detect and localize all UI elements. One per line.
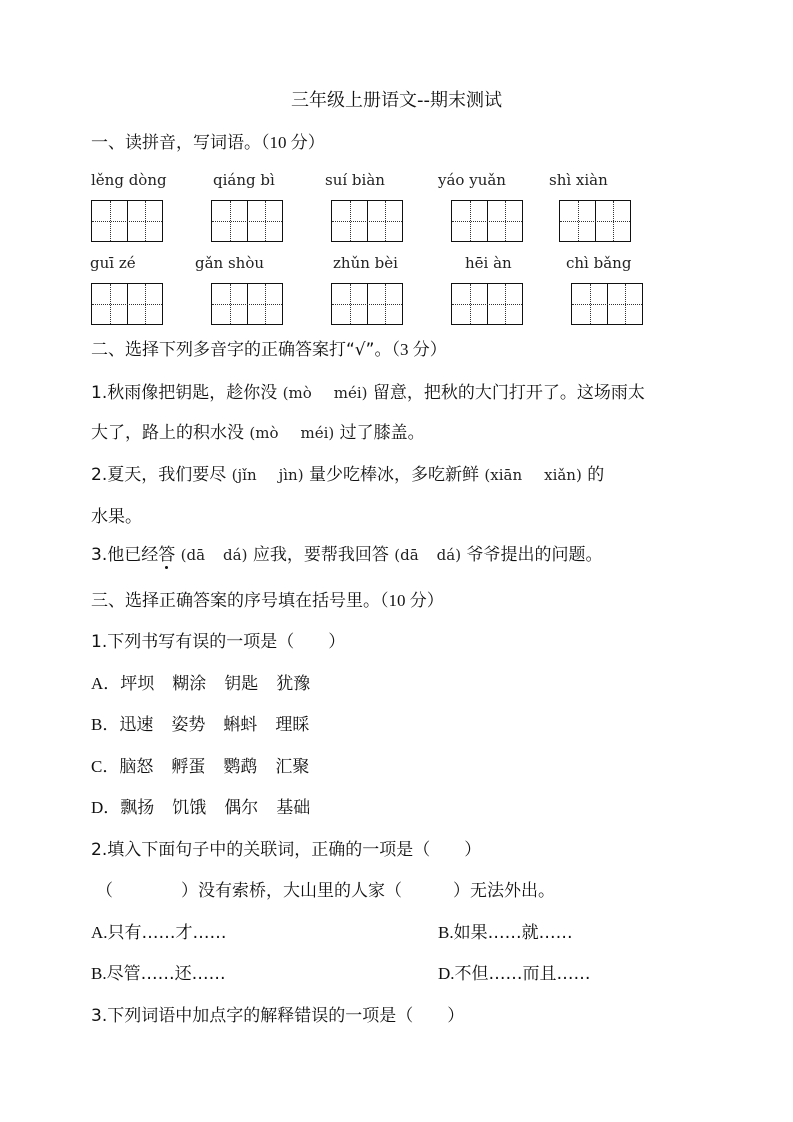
- option-text: 不但……而且……: [454, 964, 591, 984]
- writing-grid-2[interactable]: [211, 200, 283, 242]
- s2-q2-text: 2.夏天，我们要尽: [91, 465, 227, 485]
- writing-grid-1[interactable]: [91, 200, 163, 242]
- s2-q2-text-c: 的: [587, 465, 605, 485]
- s2-q3-text-c: 爷爷提出的问题。: [466, 545, 603, 565]
- option-mei-2[interactable]: méi): [300, 424, 335, 442]
- word: 飘扬: [120, 798, 155, 818]
- option-label: B．: [91, 715, 120, 734]
- option-text: 如果……就……: [453, 923, 573, 943]
- option-da1[interactable]: (dā: [180, 546, 206, 564]
- word: 基础: [276, 798, 311, 818]
- section1-heading-text: 一、读拼音，写词语。: [91, 133, 261, 153]
- s2-q1-text-d: 过了膝盖。: [339, 423, 425, 443]
- word: 汇聚: [275, 757, 310, 777]
- option-label: A．: [91, 674, 121, 693]
- word: 犹豫: [276, 674, 311, 694]
- option-label: C．: [91, 757, 120, 776]
- option-jin4[interactable]: jìn): [278, 466, 304, 484]
- option-da1-2[interactable]: (dā: [394, 546, 419, 564]
- s3-q1-option-a[interactable]: [91, 669, 310, 694]
- writing-grid-4[interactable]: [451, 200, 523, 242]
- s3-q2-option-c[interactable]: [91, 959, 226, 984]
- s3-q2-sentence: （ ）没有索桥，大山里的人家（ ）无法外出。: [96, 881, 555, 901]
- option-text: 只有……才……: [107, 923, 227, 943]
- section2-heading: [91, 335, 447, 360]
- word: 鹦鹉: [223, 757, 258, 777]
- section3-heading: [91, 586, 444, 611]
- option-label: A.: [91, 923, 108, 942]
- option-label: D．: [91, 798, 121, 817]
- s2-q1-line1: [91, 378, 645, 403]
- pinyin-8: zhǔn bèi: [333, 254, 398, 272]
- writing-grid-5[interactable]: [559, 200, 631, 242]
- option-da2-2[interactable]: dá): [436, 546, 462, 564]
- writing-grid-7[interactable]: [211, 283, 283, 325]
- page-title: 三年级上册语文--期末测试: [291, 90, 502, 111]
- section2-score: （3 分）: [391, 340, 447, 359]
- word: 蝌蚪: [223, 715, 258, 735]
- writing-grid-10[interactable]: [571, 283, 643, 325]
- word: 饥饿: [172, 798, 207, 818]
- pinyin-7: gǎn shòu: [195, 254, 265, 272]
- pinyin-3: suí biàn: [325, 171, 385, 189]
- word: 糊涂: [172, 674, 207, 694]
- word: 坪坝: [120, 674, 155, 694]
- s2-q3-text: 3.他已经: [91, 545, 159, 565]
- s2-q1-text-c: 大了，路上的积水没: [91, 423, 244, 443]
- option-mo[interactable]: (mò: [282, 384, 312, 402]
- s3-q2-option-a[interactable]: [91, 918, 227, 943]
- option-xian1[interactable]: (xiān: [484, 466, 523, 484]
- pinyin-1: lěng dòng: [91, 171, 167, 189]
- section1-score: （10 分）: [261, 133, 325, 152]
- s3-q1-stem: 1.下列书写有误的一项是（ ）: [91, 632, 346, 652]
- option-label: D.: [438, 964, 455, 983]
- s3-q2-stem: 2.填入下面句子中的关联词，正确的一项是（ ）: [91, 840, 482, 860]
- s3-q3-stem: 3.下列词语中加点字的解释错误的一项是（ ）: [91, 1006, 465, 1026]
- word: 钥匙: [224, 674, 259, 694]
- option-label: B.: [438, 923, 454, 942]
- word: 迅速: [119, 715, 154, 735]
- s3-q1-option-b[interactable]: [91, 710, 309, 735]
- s2-q1-text: 1.秋雨像把钥匙，趁你没: [91, 383, 278, 403]
- option-xian3[interactable]: xiǎn): [544, 466, 582, 484]
- option-mei[interactable]: méi): [333, 384, 368, 402]
- writing-grid-6[interactable]: [91, 283, 163, 325]
- pinyin-4: yáo yuǎn: [438, 171, 506, 189]
- word: 理睬: [275, 715, 310, 735]
- s2-q2-line2: 水果。: [91, 507, 142, 527]
- word: 偶尔: [224, 798, 259, 818]
- writing-grid-8[interactable]: [331, 283, 403, 325]
- pinyin-5: shì xiàn: [549, 171, 608, 189]
- s3-q2-option-b[interactable]: [438, 918, 573, 943]
- option-text: 尽管……还……: [106, 964, 226, 984]
- word: 脑怒: [119, 757, 154, 777]
- word: 孵蛋: [171, 757, 206, 777]
- s3-q2-option-d[interactable]: [438, 959, 591, 984]
- s2-q1-line2: [91, 418, 425, 443]
- s3-q1-option-c[interactable]: [91, 752, 309, 777]
- section1-heading: [91, 128, 325, 153]
- s2-q3-text-b: 应我，要帮我回答: [252, 545, 389, 565]
- writing-grid-9[interactable]: [451, 283, 523, 325]
- pinyin-9: hēi àn: [465, 254, 512, 272]
- pinyin-2: qiáng bì: [213, 171, 275, 189]
- pinyin-10: chì bǎng: [566, 254, 632, 272]
- s2-q2-line1: [91, 460, 604, 485]
- option-mo-2[interactable]: (mò: [249, 424, 279, 442]
- option-da2[interactable]: dá): [223, 546, 248, 564]
- option-label: B.: [91, 964, 107, 983]
- section3-heading-text: 三、选择正确答案的序号填在括号里。: [91, 591, 380, 611]
- option-jin3[interactable]: (jǐn: [231, 466, 257, 484]
- section3-score: （10 分）: [380, 591, 444, 610]
- s3-q1-option-d[interactable]: [91, 793, 310, 818]
- s2-q3-line: [91, 540, 602, 565]
- writing-grid-3[interactable]: [331, 200, 403, 242]
- s2-q1-text-b: 留意，把秋的大门打开了。这场雨太: [372, 383, 645, 403]
- emphasized-char: 答: [158, 545, 176, 565]
- s2-q2-text-b: 量少吃棒冰，多吃新鲜: [308, 465, 479, 485]
- word: 姿势: [171, 715, 206, 735]
- pinyin-6: guī zé: [90, 254, 136, 272]
- section2-heading-text: 二、选择下列多音字的正确答案打“√”。: [91, 340, 392, 360]
